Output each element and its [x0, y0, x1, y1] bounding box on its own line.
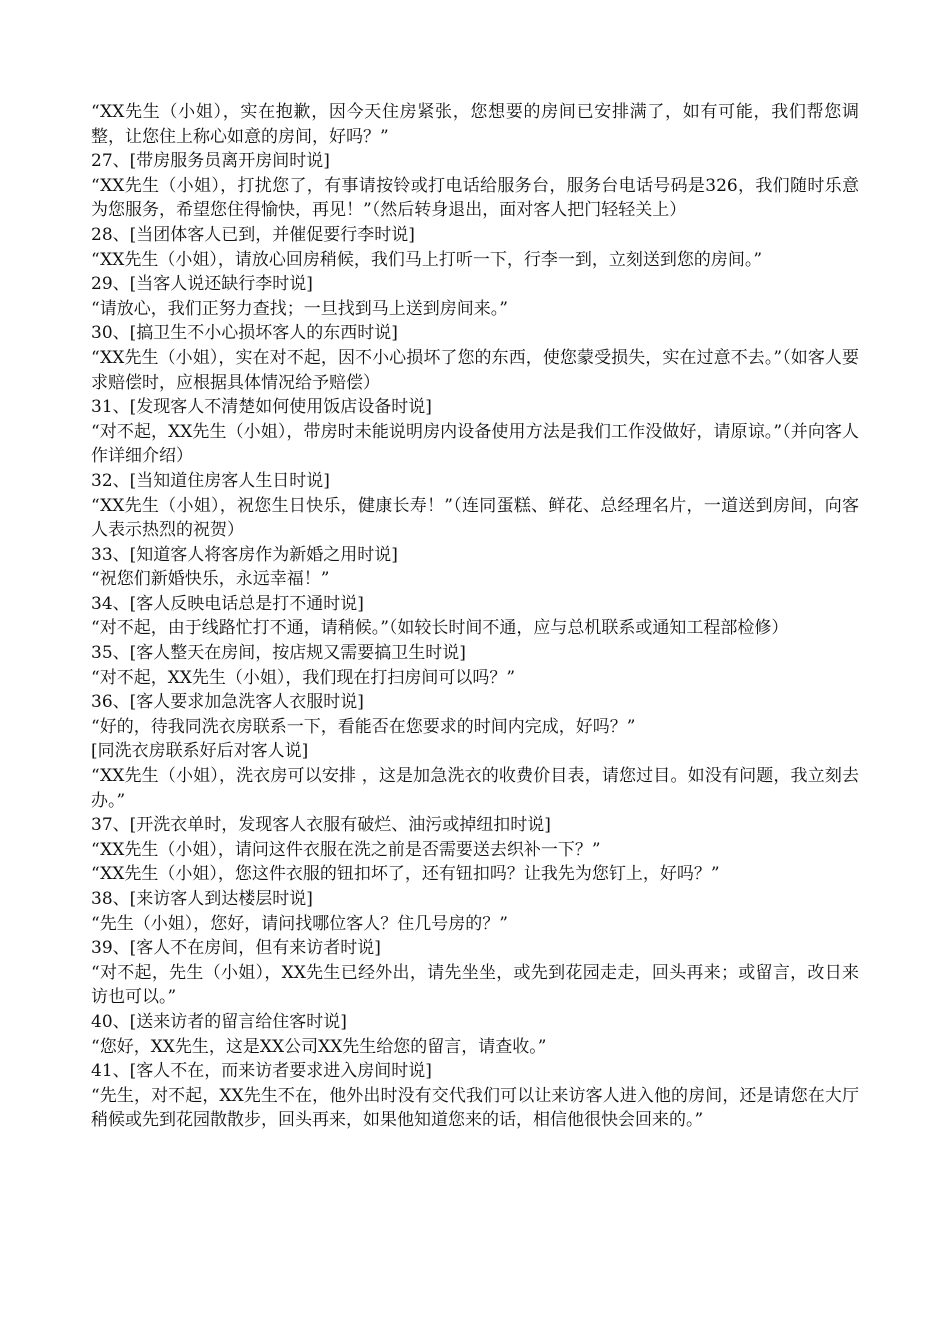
section-heading: 34、[客人反映电话总是打不通时说]	[91, 593, 364, 614]
sub-heading: [同洗衣房联系好后对客人说]	[91, 741, 309, 762]
paragraph: “XX先生（小姐），您这件衣服的钮扣坏了，还有钮扣吗？让我先为您钉上，好吗？”	[91, 864, 720, 885]
paragraph: “XX先生（小姐），请问这件衣服在洗之前是否需要送去织补一下？”	[91, 839, 601, 860]
paragraph: “祝您们新婚快乐，永远幸福！”	[91, 569, 330, 590]
section-heading: 31、[发现客人不清楚如何使用饭店设备时说]	[91, 397, 432, 418]
document-body	[91, 100, 859, 1133]
section-heading: 33、[知道客人将客房作为新婚之用时说]	[91, 544, 398, 565]
paragraph: “XX先生（小姐），实在抱歉，因今天住房紧张，您想要的房间已安排满了，如有可能，我们帮您调整，让您住上称心如意的房间，好吗？”	[91, 102, 859, 147]
section-heading: 41、[客人不在，而来访者要求进入房间时说]	[91, 1061, 432, 1082]
section-heading: 36、[客人要求加急洗客人衣服时说]	[91, 692, 364, 713]
paragraph: “XX先生（小姐），实在对不起，因不小心损坏了您的东西，使您蒙受损失，实在过意不去。”（如客人要求赔偿时，应根据具体情况给予赔偿）	[91, 347, 859, 393]
paragraph: “对不起，XX先生（小姐），带房时未能说明房内设备使用方法是我们工作没做好，请原谅。”（并向客人作详细介绍）	[91, 421, 859, 467]
section-heading: 27、[带房服务员离开房间时说]	[91, 151, 330, 172]
paragraph: “先生，对不起，XX先生不在，他外出时没有交代我们可以让来访客人进入他的房间，还是请您在大厅稍候或先到花园散散步，回头再来，如果他知道您来的话，相信他很快会回来的。”	[91, 1085, 859, 1131]
section-heading: 39、[客人不在房间，但有来访者时说]	[91, 938, 381, 959]
section-heading: 29、[当客人说还缺行李时说]	[91, 274, 313, 295]
paragraph: “对不起，XX先生（小姐），我们现在打扫房间可以吗？”	[91, 667, 516, 688]
paragraph: “XX先生（小姐），祝您生日快乐，健康长寿！”（连同蛋糕、鲜花、总经理名片，一道送到房间，向客人表示热烈的祝贺）	[91, 495, 859, 541]
paragraph: “XX先生（小姐），请放心回房稍候，我们马上打听一下，行李一到，立刻送到您的房间。”	[91, 249, 763, 270]
paragraph: “好的，待我同洗衣房联系一下，看能否在您要求的时间内完成，好吗？”	[91, 716, 636, 737]
section-heading: 30、[搞卫生不小心损坏客人的东西时说]	[91, 323, 398, 344]
section-heading: 28、[当团体客人已到，并催促要行李时说]	[91, 224, 415, 245]
paragraph: “XX先生（小姐），洗衣房可以安排 ，这是加急洗衣的收费价目表，请您过目。如没有问题，我立刻去办。”	[91, 766, 859, 811]
section-heading: 32、[当知道住房客人生日时说]	[91, 470, 330, 491]
paragraph: “先生（小姐），您好，请问找哪位客人？住几号房的？”	[91, 913, 508, 934]
section-heading: 35、[客人整天在房间，按店规又需要搞卫生时说]	[91, 643, 466, 664]
section-heading: 37、[开洗衣单时，发现客人衣服有破烂、油污或掉纽扣时说]	[91, 815, 551, 836]
paragraph: “对不起，由于线路忙打不通，请稍候。”（如较长时间不通，应与总机联系或通知工程部检修）	[91, 618, 789, 639]
paragraph: “XX先生（小姐），打扰您了，有事请按铃或打电话给服务台，服务台电话号码是326，我们随时乐意为您服务，希望您住得愉快，再见！”（然后转身退出，面对客人把门轻轻关上）	[91, 175, 859, 221]
paragraph: “您好，XX先生，这是XX公司XX先生给您的留言，请查收。”	[91, 1036, 547, 1057]
paragraph: “请放心，我们正努力查找；一旦找到马上送到房间来。”	[91, 298, 508, 319]
section-heading: 40、[送来访者的留言给住客时说]	[91, 1011, 347, 1032]
paragraph: “对不起，先生（小姐），XX先生已经外出，请先坐坐，或先到花园走走，回头再来；或留言，改日来访也可以。”	[91, 962, 859, 1008]
section-heading: 38、[来访客人到达楼层时说]	[91, 889, 313, 909]
